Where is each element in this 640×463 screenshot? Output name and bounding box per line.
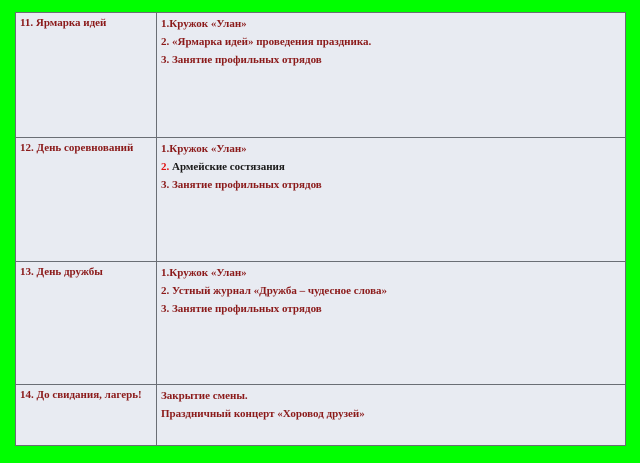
activity-item: Закрытие смены. <box>161 390 248 402</box>
activities-cell <box>157 138 626 262</box>
day-cell: 11. Ярмарка идей <box>16 13 157 138</box>
item-text: Армейские состязания <box>172 161 285 173</box>
table-row <box>16 138 626 262</box>
activity-item <box>161 160 621 178</box>
activity-item: 1.Кружок «Улан» <box>161 143 247 155</box>
activity-item: 2. Устный журнал «Дружба – чудесное слова» <box>161 285 388 297</box>
activities-cell <box>157 262 626 385</box>
activities-cell <box>157 13 626 138</box>
day-cell: 13. День дружбы <box>16 262 157 385</box>
activity-item: 1.Кружок «Улан» <box>161 18 247 30</box>
activity-item: Праздничный концерт «Хоровод друзей» <box>161 408 365 420</box>
table-row <box>16 13 626 138</box>
day-cell: 12. День соревнований <box>16 138 157 262</box>
table-row <box>16 262 626 385</box>
activity-item: 3. Занятие профильных отрядов <box>161 179 322 191</box>
activity-item: 1.Кружок «Улан» <box>161 267 247 279</box>
table-row <box>16 385 626 446</box>
day-cell: 14. До свидания, лагерь! <box>16 385 157 446</box>
activity-item: 2. «Ярмарка идей» проведения праздника. <box>161 36 372 48</box>
item-number: 2. <box>161 161 170 173</box>
activities-cell <box>157 385 626 446</box>
schedule-table <box>15 12 626 446</box>
activity-item: 3. Занятие профильных отрядов <box>161 54 322 66</box>
activity-item: 3. Занятие профильных отрядов <box>161 303 322 315</box>
